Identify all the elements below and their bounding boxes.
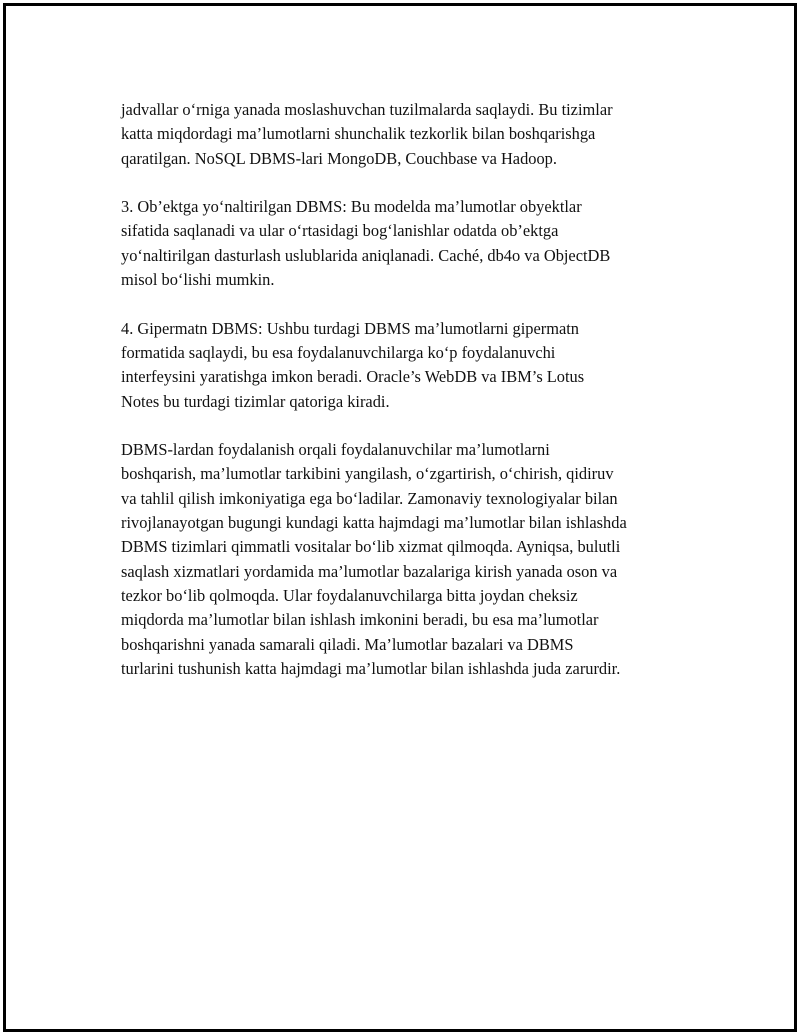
paragraph-nosql-continued bbox=[121, 98, 711, 171]
document-body bbox=[121, 98, 711, 705]
text-line: sifatida saqlanadi va ular o‘rtasidagi bog‘lanishlar odatda ob’ektga bbox=[121, 221, 559, 241]
text-line: DBMS-lardan foydalanish orqali foydalanuvchilar ma’lumotlarni bbox=[121, 440, 550, 460]
paragraph-dbms-conclusion bbox=[121, 438, 711, 681]
text-line: interfeysini yaratishga imkon beradi. Oracle’s WebDB va IBM’s Lotus bbox=[121, 367, 585, 387]
text-line: qaratilgan. NoSQL DBMS-lari MongoDB, Couchbase va Hadoop. bbox=[121, 148, 557, 168]
document-page bbox=[3, 3, 797, 1032]
text-line: saqlash xizmatlari yordamida ma’lumotlar bazalariga kirish yanada oson va bbox=[121, 561, 618, 581]
text-line: 3. Ob’ektga yo‘naltirilgan DBMS: Bu modelda ma’lumotlar obyektlar bbox=[121, 197, 582, 217]
text-line: misol bo‘lishi mumkin. bbox=[121, 270, 275, 290]
text-line: jadvallar o‘rniga yanada moslashuvchan tuzilmalarda saqlaydi. Bu tizimlar bbox=[121, 100, 613, 119]
text-line: katta miqdordagi ma’lumotlarni shunchalik tezkorlik bilan boshqarishga bbox=[121, 124, 596, 144]
text-line: boshqarishni yanada samarali qiladi. Ma’lumotlar bazalari va DBMS bbox=[121, 634, 574, 654]
text-line: tezkor bo‘lib qolmoqda. Ular foydalanuvchilarga bitta joydan cheksiz bbox=[121, 585, 578, 605]
text-line: rivojlanayotgan bugungi kundagi katta hajmdagi ma’lumotlar bilan ishlashda bbox=[121, 513, 627, 533]
text-line: yo‘naltirilgan dasturlash uslublarida aniqlanadi. Caché, db4o va ObjectDB bbox=[121, 245, 611, 265]
text-line: 4. Gipermatn DBMS: Ushbu turdagi DBMS ma’lumotlarni gipermatn bbox=[121, 318, 579, 338]
text-line: Notes bu turdagi tizimlar qatoriga kiradi. bbox=[121, 391, 390, 411]
paragraph-hypertext-dbms bbox=[121, 317, 711, 414]
text-line: turlarini tushunish katta hajmdagi ma’lumotlar bilan ishlashda juda zarurdir. bbox=[121, 658, 621, 678]
text-line: formatida saqlaydi, bu esa foydalanuvchilarga ko‘p foydalanuvchi bbox=[121, 342, 556, 362]
text-line: boshqarish, ma’lumotlar tarkibini yangilash, o‘zgartirish, o‘chirish, qidiruv bbox=[121, 464, 614, 484]
text-line: miqdorda ma’lumotlar bilan ishlash imkonini beradi, bu esa ma’lumotlar bbox=[121, 610, 599, 630]
paragraph-object-oriented-dbms bbox=[121, 195, 711, 292]
text-line: DBMS tizimlari qimmatli vositalar bo‘lib xizmat qilmoqda. Ayniqsa, bulutli bbox=[121, 537, 621, 557]
text-line: va tahlil qilish imkoniyatiga ega bo‘ladilar. Zamonaviy texnologiyalar bilan bbox=[121, 488, 618, 508]
